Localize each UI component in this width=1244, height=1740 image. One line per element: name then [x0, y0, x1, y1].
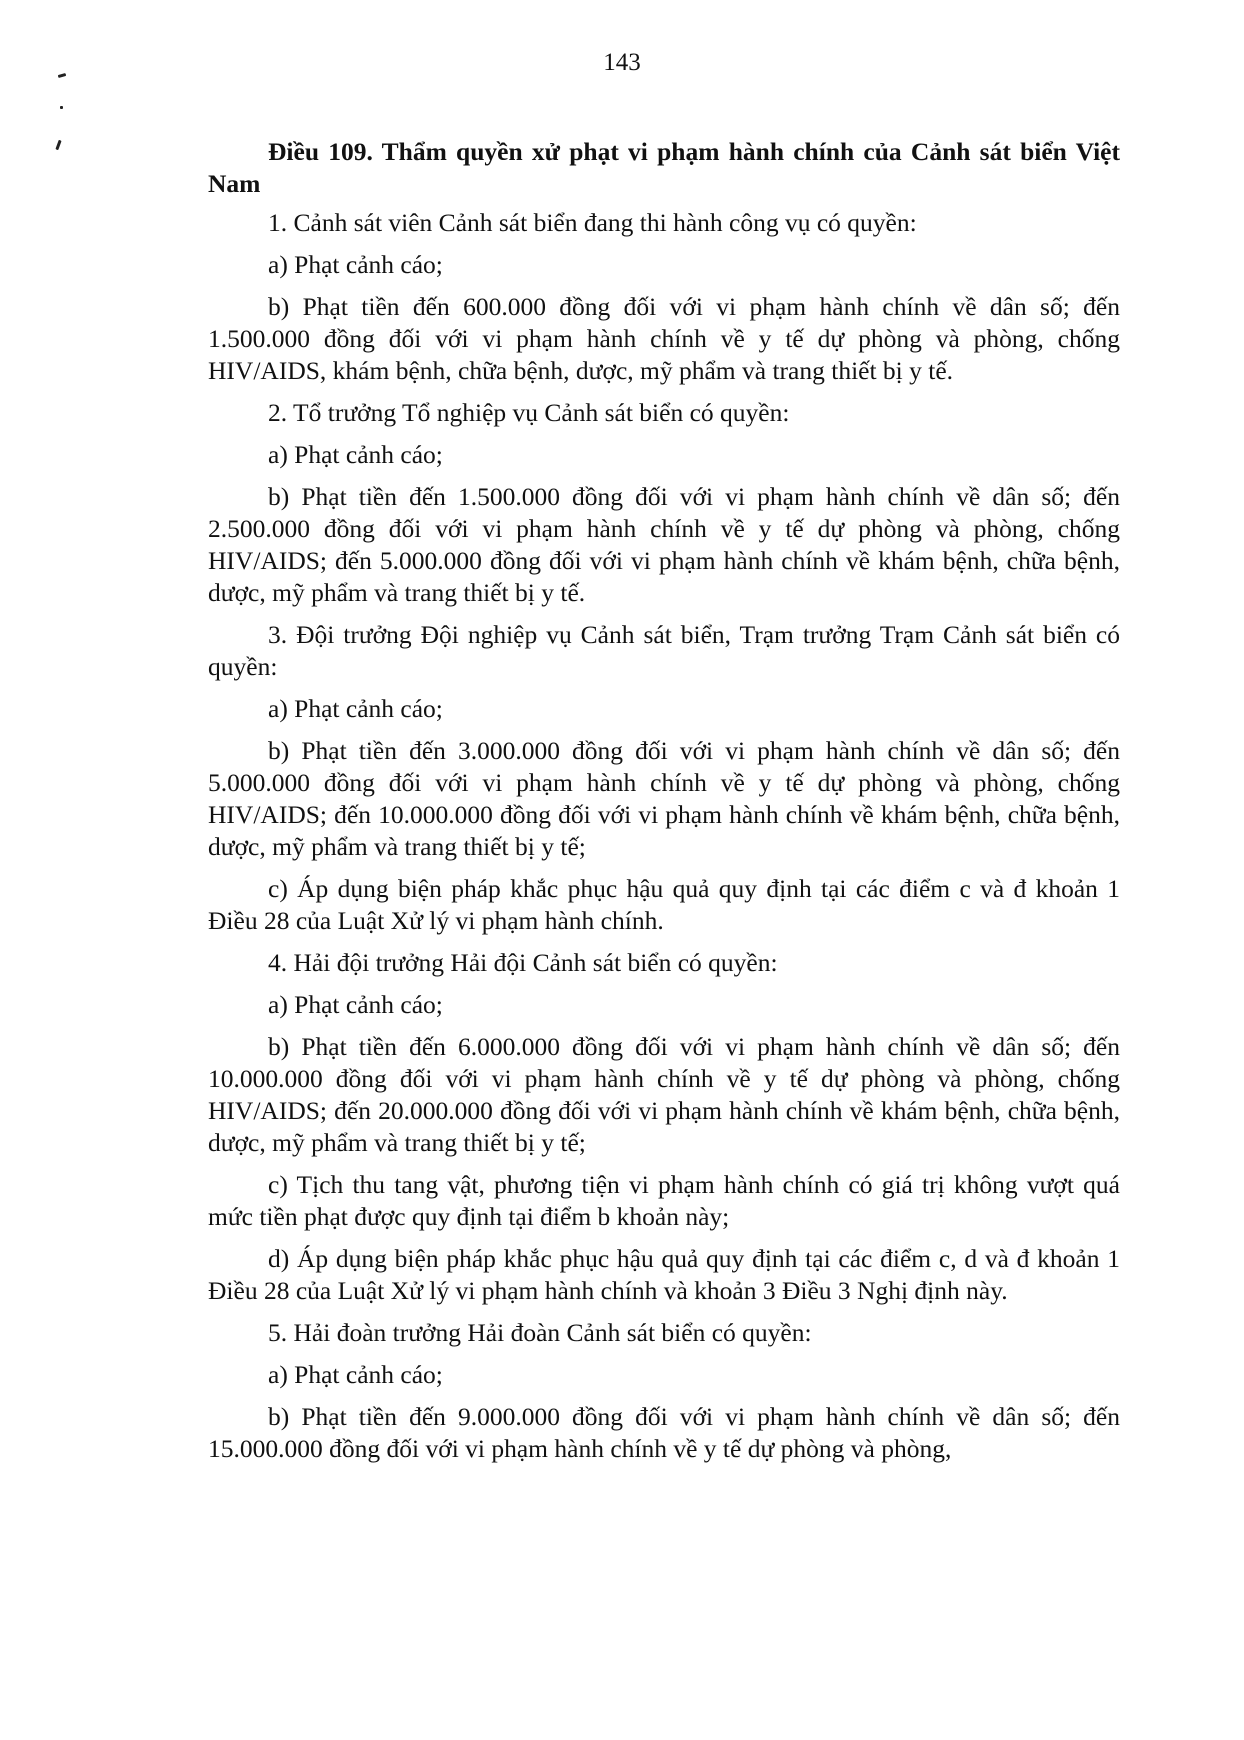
paragraph: b) Phạt tiền đến 6.000.000 đồng đối với vi phạm hành chính về dân số; đến 10.000.000 đồng đối với vi phạm hành chính về y tế dự phòng và phòng, chống HIV/AIDS; đến 20.000.000 đồng đối với vi phạm hành chính về khám bệnh, chữa bệnh, dược, mỹ phẩm và trang thiết bị y tế; [208, 1032, 1120, 1157]
paragraph: a) Phạt cảnh cáo; [268, 250, 443, 279]
paragraph: 3. Đội trưởng Đội nghiệp vụ Cảnh sát biển, Trạm trưởng Trạm Cảnh sát biển có quyền: [208, 620, 1120, 681]
scan-artifact [60, 106, 63, 109]
scan-artifact [55, 140, 61, 150]
paragraph: b) Phạt tiền đến 1.500.000 đồng đối với vi phạm hành chính về dân số; đến 2.500.000 đồng đối với vi phạm hành chính về y tế dự phòng và phòng, chống HIV/AIDS; đến 5.000.000 đồng đối với vi phạm hành chính về khám bệnh, chữa bệnh, dược, mỹ phẩm và trang thiết bị y tế. [208, 482, 1120, 607]
paragraph: 4. Hải đội trưởng Hải đội Cảnh sát biển có quyền: [268, 948, 778, 977]
article-heading: Điều 109. Thẩm quyền xử phạt vi phạm hành chính của Cảnh sát biển Việt Nam [208, 137, 1120, 198]
paragraph: c) Áp dụng biện pháp khắc phục hậu quả quy định tại các điểm c và đ khoản 1 Điều 28 của Luật Xử lý vi phạm hành chính. [208, 874, 1120, 935]
paragraph: b) Phạt tiền đến 3.000.000 đồng đối với vi phạm hành chính về dân số; đến 5.000.000 đồng đối với vi phạm hành chính về y tế dự phòng và phòng, chống HIV/AIDS; đến 10.000.000 đồng đối với vi phạm hành chính về khám bệnh, chữa bệnh, dược, mỹ phẩm và trang thiết bị y tế; [208, 736, 1120, 861]
paragraph: a) Phạt cảnh cáo; [268, 694, 443, 723]
paragraph: b) Phạt tiền đến 600.000 đồng đối với vi phạm hành chính về dân số; đến 1.500.000 đồng đối với vi phạm hành chính về y tế dự phòng và phòng, chống HIV/AIDS, khám bệnh, chữa bệnh, dược, mỹ phẩm và trang thiết bị y tế. [208, 292, 1120, 385]
paragraph: 1. Cảnh sát viên Cảnh sát biển đang thi hành công vụ có quyền: [268, 208, 917, 237]
paragraph: a) Phạt cảnh cáo; [268, 990, 443, 1019]
paragraph: a) Phạt cảnh cáo; [268, 1360, 443, 1389]
paragraph: 2. Tổ trưởng Tổ nghiệp vụ Cảnh sát biển có quyền: [268, 398, 790, 427]
page-number: 143 [603, 49, 641, 76]
document-body [208, 136, 1120, 1473]
paragraph: a) Phạt cảnh cáo; [268, 440, 443, 469]
paragraph: d) Áp dụng biện pháp khắc phục hậu quả quy định tại các điểm c, d và đ khoản 1 Điều 28 của Luật Xử lý vi phạm hành chính và khoản 3 Điều 3 Nghị định này. [208, 1244, 1120, 1305]
paragraph: c) Tịch thu tang vật, phương tiện vi phạm hành chính có giá trị không vượt quá mức tiền phạt được quy định tại điểm b khoản này; [208, 1170, 1120, 1231]
paragraph: b) Phạt tiền đến 9.000.000 đồng đối với vi phạm hành chính về dân số; đến 15.000.000 đồng đối với vi phạm hành chính về y tế dự phòng và phòng, [208, 1402, 1120, 1463]
paragraph: 5. Hải đoàn trưởng Hải đoàn Cảnh sát biển có quyền: [268, 1318, 812, 1347]
